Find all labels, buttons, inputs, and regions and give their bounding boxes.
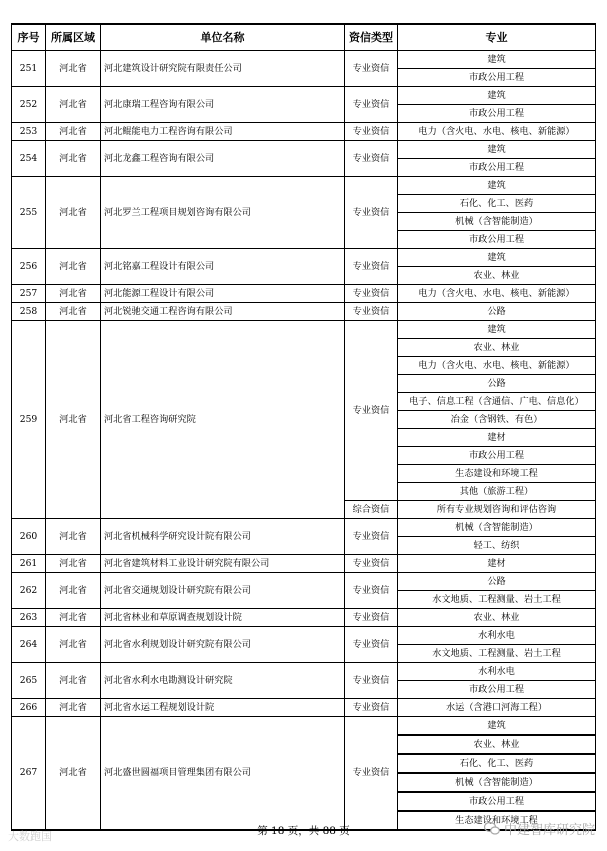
cell-seq: 253 bbox=[12, 123, 46, 141]
cell-seq: 258 bbox=[12, 303, 46, 321]
cell-major: 公路 bbox=[398, 303, 596, 321]
cell-unit-name: 河北罗兰工程项目规划咨询有限公司 bbox=[101, 177, 345, 249]
table-row bbox=[12, 699, 596, 717]
cell-qualification-type: 专业资信 bbox=[345, 699, 398, 717]
cell-unit-name: 河北龙鑫工程咨询有限公司 bbox=[101, 141, 345, 177]
cell-major: 农业、林业 bbox=[398, 609, 596, 627]
table-row bbox=[12, 249, 596, 267]
cell-region: 河北省 bbox=[46, 141, 101, 177]
cell-unit-name: 河北鲲能电力工程咨询有限公司 bbox=[101, 123, 345, 141]
cell-major: 冶金（含钢铁、有色） bbox=[398, 411, 596, 429]
cell-region: 河北省 bbox=[46, 699, 101, 717]
cell-region: 河北省 bbox=[46, 51, 101, 87]
cell-seq: 251 bbox=[12, 51, 46, 87]
cell-major: 电力（含火电、水电、核电、新能源） bbox=[398, 285, 596, 303]
cell-seq: 266 bbox=[12, 699, 46, 717]
cell-major: 水文地质、工程测量、岩土工程 bbox=[398, 591, 596, 609]
cell-region: 河北省 bbox=[46, 321, 101, 519]
cell-major: 建筑 bbox=[398, 51, 596, 69]
cell-major: 其他（旅游工程） bbox=[398, 483, 596, 501]
cell-unit-name: 河北省水利规划设计研究院有限公司 bbox=[101, 627, 345, 663]
cell-region: 河北省 bbox=[46, 627, 101, 663]
cell-major: 所有专业规划咨询和评估咨询 bbox=[398, 501, 596, 519]
cell-major: 农业、林业 bbox=[398, 735, 596, 754]
cell-unit-name: 河北能源工程设计有限公司 bbox=[101, 285, 345, 303]
cell-seq: 264 bbox=[12, 627, 46, 663]
qualification-table bbox=[11, 23, 596, 831]
table-row bbox=[12, 627, 596, 645]
cell-seq: 256 bbox=[12, 249, 46, 285]
cell-major: 机械（含智能制造） bbox=[398, 773, 596, 792]
cell-region: 河北省 bbox=[46, 519, 101, 555]
cell-major: 农业、林业 bbox=[398, 339, 596, 357]
cell-qualification-type: 专业资信 bbox=[345, 123, 398, 141]
table-row bbox=[12, 519, 596, 537]
cell-qualification-type: 专业资信 bbox=[345, 321, 398, 501]
cell-region: 河北省 bbox=[46, 573, 101, 609]
cell-seq: 262 bbox=[12, 573, 46, 609]
cell-major: 建筑 bbox=[398, 87, 596, 105]
watermark-right bbox=[484, 819, 595, 838]
cell-major: 电子、信息工程（含通信、广电、信息化） bbox=[398, 393, 596, 411]
watermark-right-text: 中建智库研究院 bbox=[503, 823, 595, 838]
table-row bbox=[12, 141, 596, 159]
cell-region: 河北省 bbox=[46, 123, 101, 141]
cell-major: 建筑 bbox=[398, 177, 596, 195]
watermark-left-text: 大数跑国 bbox=[8, 830, 52, 843]
table-row bbox=[12, 717, 596, 736]
cell-seq: 257 bbox=[12, 285, 46, 303]
cell-major: 市政公用工程 bbox=[398, 105, 596, 123]
cell-major: 建材 bbox=[398, 555, 596, 573]
cell-unit-name: 河北省交通规划设计研究院有限公司 bbox=[101, 573, 345, 609]
cell-qualification-type: 专业资信 bbox=[345, 519, 398, 555]
cell-major: 电力（含火电、水电、核电、新能源） bbox=[398, 123, 596, 141]
cell-major: 轻工、纺织 bbox=[398, 537, 596, 555]
cell-seq: 254 bbox=[12, 141, 46, 177]
table-row bbox=[12, 663, 596, 681]
header-region: 所属区域 bbox=[46, 24, 101, 51]
cell-qualification-type: 专业资信 bbox=[345, 663, 398, 699]
table-row bbox=[12, 123, 596, 141]
cell-qualification-type: 专业资信 bbox=[345, 285, 398, 303]
cell-major: 建材 bbox=[398, 429, 596, 447]
cell-major: 水利水电 bbox=[398, 663, 596, 681]
table-row bbox=[12, 285, 596, 303]
cell-major: 机械（含智能制造） bbox=[398, 519, 596, 537]
cell-unit-name: 河北省林业和草原调查规划设计院 bbox=[101, 609, 345, 627]
cell-major: 生态建设和环境工程 bbox=[398, 811, 596, 830]
cell-region: 河北省 bbox=[46, 249, 101, 285]
cell-major: 水运（含港口河海工程） bbox=[398, 699, 596, 717]
cell-unit-name: 河北锐驰交通工程咨询有限公司 bbox=[101, 303, 345, 321]
cell-major: 市政公用工程 bbox=[398, 681, 596, 699]
cell-unit-name: 河北建筑设计研究院有限责任公司 bbox=[101, 51, 345, 87]
table-row bbox=[12, 321, 596, 339]
header-major: 专业 bbox=[398, 24, 596, 51]
cell-region: 河北省 bbox=[46, 609, 101, 627]
cell-qualification-type: 专业资信 bbox=[345, 627, 398, 663]
watermark-left bbox=[8, 828, 52, 844]
cell-major: 市政公用工程 bbox=[398, 792, 596, 811]
cell-major: 公路 bbox=[398, 573, 596, 591]
cell-unit-name: 河北省机械科学研究设计院有限公司 bbox=[101, 519, 345, 555]
cell-major: 建筑 bbox=[398, 249, 596, 267]
cell-major: 建筑 bbox=[398, 717, 596, 736]
cell-major: 建筑 bbox=[398, 141, 596, 159]
cell-major: 市政公用工程 bbox=[398, 231, 596, 249]
cell-qualification-type: 专业资信 bbox=[345, 573, 398, 609]
cell-major: 生态建设和环境工程 bbox=[398, 465, 596, 483]
cell-qualification-type: 专业资信 bbox=[345, 51, 398, 87]
table-row bbox=[12, 573, 596, 591]
header-unit-name: 单位名称 bbox=[101, 24, 345, 51]
cell-major: 机械（含智能制造） bbox=[398, 213, 596, 231]
header-qualification-type: 资信类型 bbox=[345, 24, 398, 51]
cell-seq: 252 bbox=[12, 87, 46, 123]
cell-seq: 255 bbox=[12, 177, 46, 249]
cell-qualification-type: 专业资信 bbox=[345, 249, 398, 285]
table-row bbox=[12, 87, 596, 105]
cell-unit-name: 河北省水运工程规划设计院 bbox=[101, 699, 345, 717]
table-body bbox=[12, 51, 596, 831]
cell-major: 水利水电 bbox=[398, 627, 596, 645]
cell-region: 河北省 bbox=[46, 177, 101, 249]
cell-unit-name: 河北康瑞工程咨询有限公司 bbox=[101, 87, 345, 123]
table-row bbox=[12, 303, 596, 321]
cell-qualification-type: 专业资信 bbox=[345, 177, 398, 249]
cell-qualification-type: 专业资信 bbox=[345, 717, 398, 831]
cell-major: 水文地质、工程测量、岩土工程 bbox=[398, 645, 596, 663]
cell-major: 石化、化工、医药 bbox=[398, 754, 596, 773]
cell-region: 河北省 bbox=[46, 285, 101, 303]
header-seq: 序号 bbox=[12, 24, 46, 51]
cell-qualification-type: 综合资信 bbox=[345, 501, 398, 519]
cell-seq: 261 bbox=[12, 555, 46, 573]
table-row bbox=[12, 555, 596, 573]
cell-unit-name: 河北省水利水电勘测设计研究院 bbox=[101, 663, 345, 699]
cell-unit-name: 河北省工程咨询研究院 bbox=[101, 321, 345, 519]
cell-region: 河北省 bbox=[46, 717, 101, 831]
cell-major: 市政公用工程 bbox=[398, 159, 596, 177]
page-number: 第 18 页，共 88 页 bbox=[257, 825, 350, 837]
cell-qualification-type: 专业资信 bbox=[345, 141, 398, 177]
cell-unit-name: 河北盛世圆福项目管理集团有限公司 bbox=[101, 717, 345, 831]
table-row bbox=[12, 51, 596, 69]
cell-region: 河北省 bbox=[46, 87, 101, 123]
cell-seq: 263 bbox=[12, 609, 46, 627]
cell-major: 石化、化工、医药 bbox=[398, 195, 596, 213]
cell-unit-name: 河北铭嘉工程设计有限公司 bbox=[101, 249, 345, 285]
table-row bbox=[12, 177, 596, 195]
cell-major: 公路 bbox=[398, 375, 596, 393]
cell-qualification-type: 专业资信 bbox=[345, 555, 398, 573]
cell-seq: 259 bbox=[12, 321, 46, 519]
cell-major: 市政公用工程 bbox=[398, 69, 596, 87]
cell-major: 市政公用工程 bbox=[398, 447, 596, 465]
cell-region: 河北省 bbox=[46, 303, 101, 321]
cell-major: 建筑 bbox=[398, 321, 596, 339]
cell-qualification-type: 专业资信 bbox=[345, 303, 398, 321]
table-header-row bbox=[12, 24, 596, 51]
cell-region: 河北省 bbox=[46, 555, 101, 573]
cell-seq: 267 bbox=[12, 717, 46, 831]
cell-region: 河北省 bbox=[46, 663, 101, 699]
cell-seq: 265 bbox=[12, 663, 46, 699]
cell-qualification-type: 专业资信 bbox=[345, 87, 398, 123]
cell-qualification-type: 专业资信 bbox=[345, 609, 398, 627]
cell-major: 农业、林业 bbox=[398, 267, 596, 285]
cell-seq: 260 bbox=[12, 519, 46, 555]
cell-major: 电力（含火电、水电、核电、新能源） bbox=[398, 357, 596, 375]
table-row bbox=[12, 609, 596, 627]
cell-unit-name: 河北省建筑材料工业设计研究院有限公司 bbox=[101, 555, 345, 573]
wechat-icon bbox=[484, 822, 500, 835]
